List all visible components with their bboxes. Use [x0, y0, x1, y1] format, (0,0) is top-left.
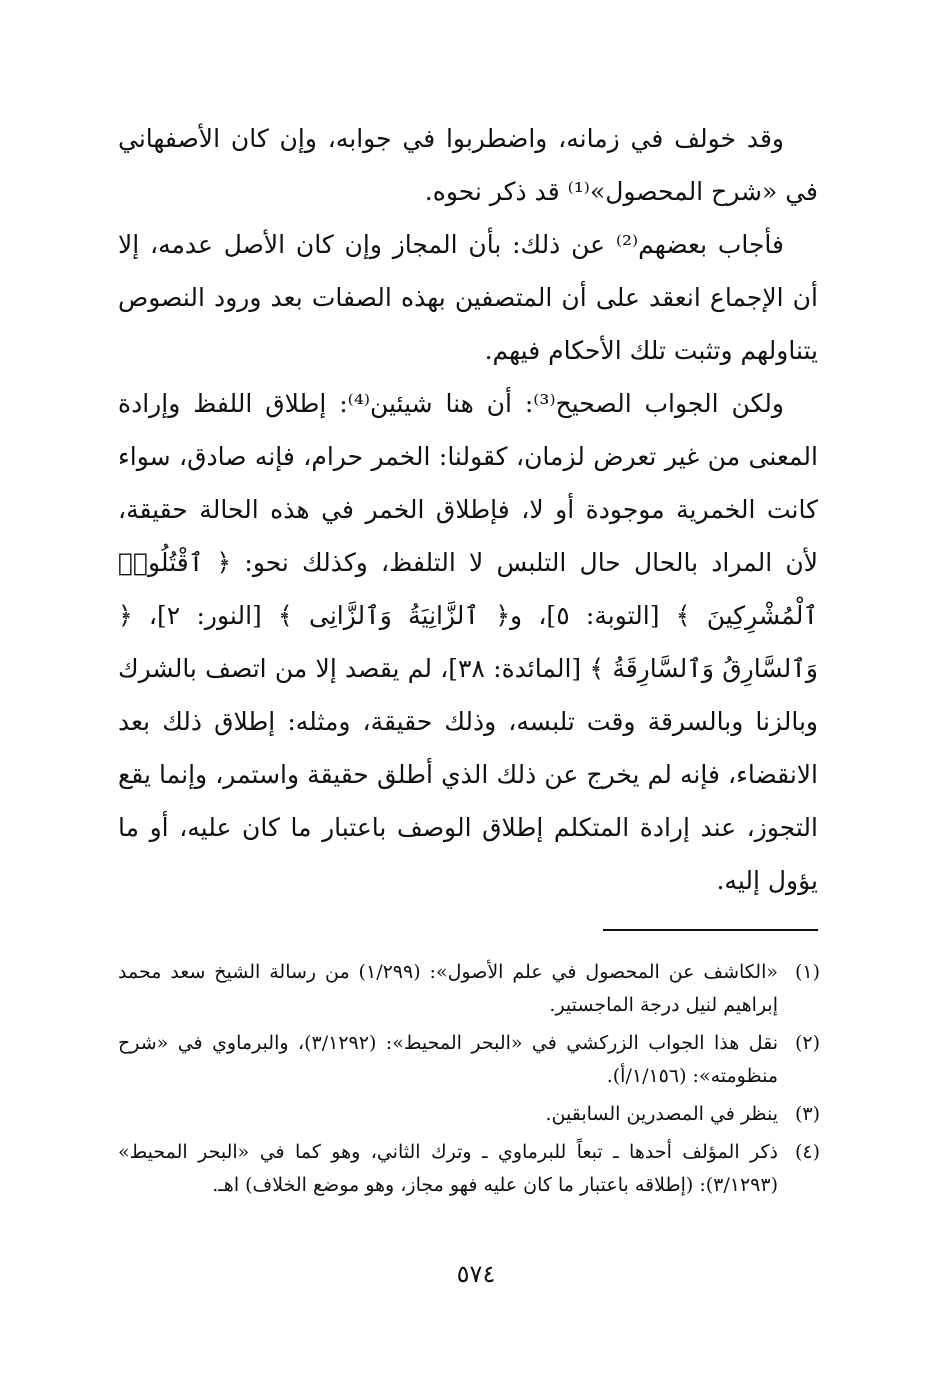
paragraph-3: ولكن الجواب الصحيح⁽³⁾: أن هنا شيئين⁽⁴⁾: إطلاق اللفظ وإرادة المعنى من غير تعرض لزمان، كقولنا: الخمر حرام، فإنه صادق، سواء كانت الخمرية موجودة أو لا، فإطلاق الخمر في هذه الحالة حقيقة، لأن المراد بالحال حال التلبس لا التلفظ، وكذلك نحو: ﴿ ٱقْتُلُوا۟ ٱلْمُشْرِكِينَ ﴾ [التوبة: ٥]، و﴿ ٱلزَّانِيَةُ وَٱلزَّانِى ﴾ [النور: ٢]، ﴿ وَٱلسَّارِقُ وَٱلسَّارِقَةُ ﴾ [المائدة: ٣٨]، لم يقصد إلا من اتصف بالشرك وبالزنا وبالسرقة وقت تلبسه، وذلك حقيقة، ومثله: إطلاق ذلك بعد الانقضاء، فإنه لم يخرج عن ذلك الذي أطلق حقيقة واستمر، وإنما يقع التجوز، عند إرادة المتكلم إطلاق الوصف باعتبار ما كان عليه، أو ما يؤول إليه.	[118, 389, 818, 895]
footnote-text: نقل هذا الجواب الزركشي في «البحر المحيط»: (٣/١٢٩٢)، والبرماوي في «شرح منظومته»: (١/١٥٦/أ).	[118, 1032, 778, 1087]
footnote-separator	[603, 929, 818, 931]
footnote-text: ينظر في المصدرين السابقين.	[545, 1103, 778, 1125]
footnote-text: ذكر المؤلف أحدها ـ تبعاً للبرماوي ـ وترك الثاني، وهو كما في «البحر المحيط» (٣/١٢٩٣): (إطلاقه باعتبار ما كان عليه فهو مجاز، وهو موضع الخلاف) اهـ.	[118, 1141, 778, 1196]
paragraph-1: وقد خولف في زمانه، واضطربوا في جوابه، وإن كان الأصفهاني في «شرح المحصول»⁽¹⁾ قد ذكر نحوه.	[118, 124, 818, 206]
footnotes	[118, 956, 820, 1207]
main-text	[118, 112, 818, 907]
footnote-text: «الكاشف عن المحصول في علم الأصول»: (١/٢٩٩) من رسالة الشيخ سعد محمد إبراهيم لنيل درجة الماجستير.	[118, 961, 778, 1016]
paragraph-2: فأجاب بعضهم⁽²⁾ عن ذلك: بأن المجاز وإن كان الأصل عدمه، إلا أن الإجماع انعقد على أن المتصفين بهذه الصفات بعد ورود النصوص يتناولهم وتثبت تلك الأحكام فيهم.	[118, 230, 818, 365]
footnote-4	[118, 1136, 820, 1202]
footnote-number: (٤)	[794, 1141, 820, 1163]
footnote-number: (١)	[794, 961, 820, 983]
page-number: ٥٧٤	[456, 1260, 496, 1288]
footnote-3	[118, 1098, 820, 1131]
footnote-2	[118, 1027, 820, 1093]
footnote-1	[118, 956, 820, 1022]
footnote-number: (٢)	[794, 1032, 820, 1054]
footnote-number: (٣)	[794, 1103, 820, 1125]
